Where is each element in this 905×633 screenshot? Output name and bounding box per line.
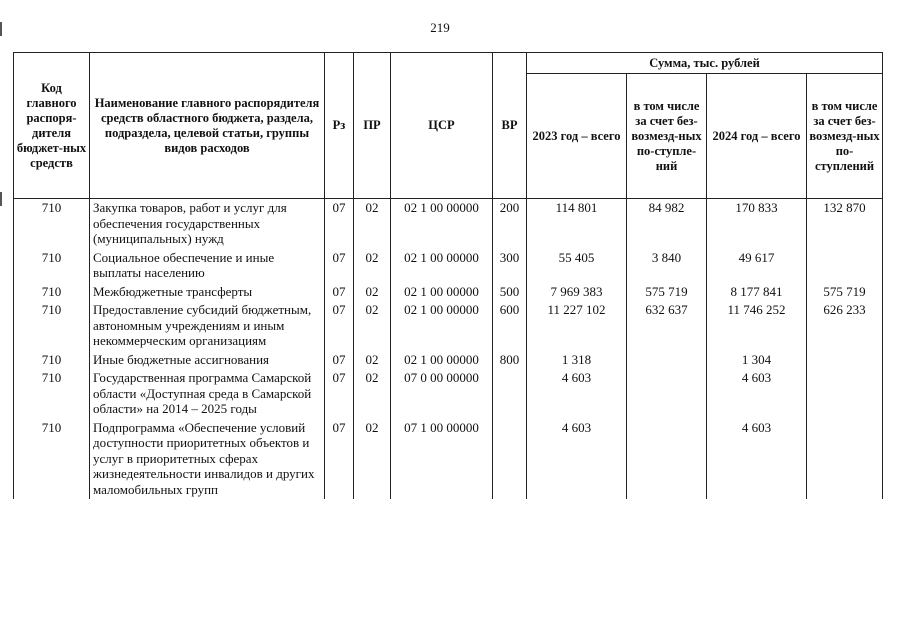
cell-rz: 07 [325, 301, 354, 351]
cell-pr: 02 [354, 283, 391, 302]
table-row [14, 419, 883, 500]
cell-2023-total: 4 603 [527, 369, 627, 419]
cell-vr: 600 [493, 301, 527, 351]
cell-2024-free [807, 351, 883, 370]
table-row [14, 199, 883, 249]
cell-pr: 02 [354, 301, 391, 351]
cell-code: 710 [14, 283, 90, 302]
cell-code: 710 [14, 351, 90, 370]
cell-name: Социальное обеспечение и иные выплаты населению [90, 249, 325, 283]
header-2023-free: в том числе за счет без-возмезд-ных по-ступле-ний [627, 74, 707, 199]
cell-rz: 07 [325, 419, 354, 500]
cell-2023-free [627, 419, 707, 500]
cell-2023-total: 4 603 [527, 419, 627, 500]
cell-2024-free [807, 369, 883, 419]
cell-name: Межбюджетные трансферты [90, 283, 325, 302]
header-name: Наименование главного распорядителя средств областного бюджета, раздела, подраздела, целевой статьи, группы видов расходов [90, 53, 325, 199]
header-code: Код главного распоря-дителя бюджет-ных средств [14, 53, 90, 199]
header-pr: ПР [354, 53, 391, 199]
header-row-1 [14, 53, 883, 74]
cell-pr: 02 [354, 369, 391, 419]
cell-code: 710 [14, 249, 90, 283]
cell-rz: 07 [325, 351, 354, 370]
cell-vr: 500 [493, 283, 527, 302]
cell-2023-free: 3 840 [627, 249, 707, 283]
cell-csr: 02 1 00 00000 [391, 249, 493, 283]
table-row [14, 249, 883, 283]
cell-csr: 02 1 00 00000 [391, 283, 493, 302]
cell-code: 710 [14, 419, 90, 500]
cell-2023-total: 7 969 383 [527, 283, 627, 302]
cell-rz: 07 [325, 283, 354, 302]
cell-rz: 07 [325, 369, 354, 419]
cell-name: Подпрограмма «Обеспечение условий доступности приоритетных объектов и услуг в приоритетных сферах жизнедеятельности инвалидов и других маломобильных групп [90, 419, 325, 500]
cell-2024-free [807, 249, 883, 283]
header-rz: Рз [325, 53, 354, 199]
cell-name: Иные бюджетные ассигнования [90, 351, 325, 370]
cell-2023-free: 575 719 [627, 283, 707, 302]
cell-2024-free: 132 870 [807, 199, 883, 249]
cell-2024-total: 49 617 [707, 249, 807, 283]
cell-vr [493, 369, 527, 419]
cell-rz: 07 [325, 199, 354, 249]
cell-csr: 02 1 00 00000 [391, 199, 493, 249]
table-row [14, 283, 883, 302]
header-2023-total: 2023 год – всего [527, 74, 627, 199]
table-row [14, 301, 883, 351]
cell-csr: 07 1 00 00000 [391, 419, 493, 500]
header-csr: ЦСР [391, 53, 493, 199]
cell-2024-total: 4 603 [707, 369, 807, 419]
table-row [14, 369, 883, 419]
cell-name: Государственная программа Самарской области «Доступная среда в Самарской области» на 2014 – 2025 годы [90, 369, 325, 419]
cell-rz: 07 [325, 249, 354, 283]
cell-2023-total: 114 801 [527, 199, 627, 249]
page-number: 219 [430, 20, 450, 35]
cell-name: Предоставление субсидий бюджетным, автономным учреждениям и иным некоммерческим организациям [90, 301, 325, 351]
header-2024-free: в том числе за счет без-возмезд-ных по-ступлений [807, 74, 883, 199]
cell-2023-total: 1 318 [527, 351, 627, 370]
cell-2024-total: 8 177 841 [707, 283, 807, 302]
cell-2023-free [627, 351, 707, 370]
scan-edge-mark [0, 192, 2, 206]
cell-2024-free: 575 719 [807, 283, 883, 302]
cell-csr: 02 1 00 00000 [391, 351, 493, 370]
cell-2024-total: 170 833 [707, 199, 807, 249]
budget-table [13, 52, 883, 499]
cell-code: 710 [14, 301, 90, 351]
cell-2023-total: 11 227 102 [527, 301, 627, 351]
cell-code: 710 [14, 199, 90, 249]
cell-2023-free: 84 982 [627, 199, 707, 249]
header-vr: ВР [493, 53, 527, 199]
table-row [14, 351, 883, 370]
cell-pr: 02 [354, 351, 391, 370]
scan-edge-mark [0, 22, 2, 36]
cell-2024-total: 4 603 [707, 419, 807, 500]
cell-2023-free: 632 637 [627, 301, 707, 351]
cell-2024-free: 626 233 [807, 301, 883, 351]
cell-pr: 02 [354, 199, 391, 249]
cell-2024-free [807, 419, 883, 500]
cell-vr: 800 [493, 351, 527, 370]
header-sum: Сумма, тыс. рублей [527, 53, 883, 74]
cell-code: 710 [14, 369, 90, 419]
cell-2024-total: 1 304 [707, 351, 807, 370]
cell-vr [493, 419, 527, 500]
cell-csr: 07 0 00 00000 [391, 369, 493, 419]
cell-2023-total: 55 405 [527, 249, 627, 283]
cell-2024-total: 11 746 252 [707, 301, 807, 351]
cell-name: Закупка товаров, работ и услуг для обеспечения государственных (муниципальных) нужд [90, 199, 325, 249]
cell-pr: 02 [354, 249, 391, 283]
cell-csr: 02 1 00 00000 [391, 301, 493, 351]
cell-pr: 02 [354, 419, 391, 500]
cell-vr: 300 [493, 249, 527, 283]
cell-2023-free [627, 369, 707, 419]
cell-vr: 200 [493, 199, 527, 249]
header-2024-total: 2024 год – всего [707, 74, 807, 199]
